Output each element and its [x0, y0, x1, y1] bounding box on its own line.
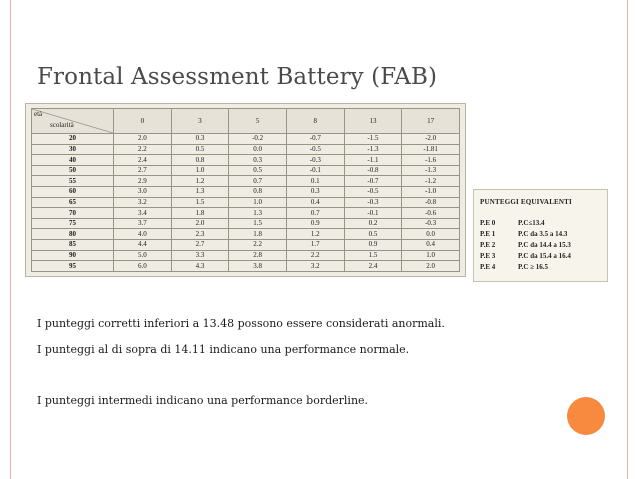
correction-value-cell: 0.3: [286, 187, 344, 198]
correction-value-cell: 1.8: [229, 229, 287, 240]
correction-value-cell: 3.0: [114, 187, 172, 198]
equivalent-score-row: [480, 229, 604, 240]
correction-value-cell: 0.5: [344, 229, 402, 240]
table-row: [32, 208, 460, 219]
correction-value-cell: 1.3: [171, 187, 229, 198]
correction-value-cell: -0.8: [402, 197, 460, 208]
correction-value-cell: 3.8: [229, 261, 287, 272]
table-row: [32, 250, 460, 261]
age-cell: 65: [32, 197, 114, 208]
age-cell: 85: [32, 240, 114, 251]
equivalent-score-code: P.E 1: [480, 230, 496, 238]
equivalent-score-row: [480, 240, 604, 251]
slide-title: Frontal Assessment Battery (FAB): [37, 64, 438, 90]
correction-value-cell: -0.5: [344, 187, 402, 198]
age-cell: 40: [32, 155, 114, 166]
correction-value-cell: 1.0: [229, 197, 287, 208]
correction-value-cell: -1.3: [402, 165, 460, 176]
fab-correction-table-image: [25, 103, 466, 277]
table-corner-cell: [32, 109, 114, 134]
correction-value-cell: 2.7: [171, 240, 229, 251]
correction-value-cell: 0.5: [171, 144, 229, 155]
correction-value-cell: -1.5: [344, 134, 402, 145]
equivalent-score-code: P.E 2: [480, 241, 496, 249]
equivalent-score-range: P.C da 14.4 a 15.3: [518, 241, 571, 249]
column-header: 0: [114, 109, 172, 134]
table-header-row: [32, 109, 460, 134]
table-row: [32, 187, 460, 198]
correction-value-cell: -0.2: [229, 134, 287, 145]
column-header: 17: [402, 109, 460, 134]
note-abnormal: I punteggi corretti inferiori a 13.48 possono essere considerati anormali.: [37, 317, 445, 330]
corner-label-schooling: scolarità: [50, 121, 74, 129]
correction-value-cell: 4.3: [171, 261, 229, 272]
correction-value-cell: 3.3: [171, 250, 229, 261]
correction-value-cell: 1.8: [171, 208, 229, 219]
correction-value-cell: 2.0: [171, 218, 229, 229]
age-cell: 70: [32, 208, 114, 219]
column-header: 3: [171, 109, 229, 134]
correction-value-cell: -1.1: [344, 155, 402, 166]
note-normal: I punteggi al di sopra di 14.11 indicano una performance normale.: [37, 343, 410, 356]
age-cell: 55: [32, 176, 114, 187]
correction-value-cell: 4.0: [114, 229, 172, 240]
correction-value-cell: -2.0: [402, 134, 460, 145]
equivalent-score-range: P.C ≥ 16.5: [518, 263, 549, 271]
correction-value-cell: 0.3: [229, 155, 287, 166]
correction-value-cell: -0.7: [344, 176, 402, 187]
correction-value-cell: 1.0: [171, 165, 229, 176]
correction-value-cell: 4.4: [114, 240, 172, 251]
correction-value-cell: -0.5: [286, 144, 344, 155]
correction-value-cell: 0.9: [286, 218, 344, 229]
table-row: [32, 176, 460, 187]
correction-value-cell: -0.3: [344, 197, 402, 208]
correction-value-cell: -1.6: [402, 155, 460, 166]
correction-value-cell: 0.4: [402, 240, 460, 251]
table-row: [32, 240, 460, 251]
equivalent-scores-box: [473, 189, 608, 282]
correction-value-cell: 1.7: [286, 240, 344, 251]
correction-value-cell: -0.1: [344, 208, 402, 219]
correction-value-cell: 0.0: [229, 144, 287, 155]
column-header: 13: [344, 109, 402, 134]
correction-value-cell: 2.4: [114, 155, 172, 166]
age-cell: 50: [32, 165, 114, 176]
correction-value-cell: -0.1: [286, 165, 344, 176]
correction-value-cell: 0.2: [344, 218, 402, 229]
correction-value-cell: 1.2: [286, 229, 344, 240]
correction-value-cell: 2.2: [286, 250, 344, 261]
table-row: [32, 144, 460, 155]
equivalent-scores-list: [480, 218, 604, 273]
note-borderline: I punteggi intermedi indicano una performance borderline.: [37, 394, 369, 407]
correction-value-cell: -0.3: [286, 155, 344, 166]
correction-value-cell: 0.7: [229, 176, 287, 187]
correction-value-cell: 5.0: [114, 250, 172, 261]
table-row: [32, 229, 460, 240]
corner-label-age: età: [34, 110, 43, 118]
age-cell: 20: [32, 134, 114, 145]
correction-value-cell: 1.5: [229, 218, 287, 229]
correction-value-cell: 3.2: [114, 197, 172, 208]
equivalent-score-code: P.E 0: [480, 219, 496, 227]
correction-value-cell: 2.9: [114, 176, 172, 187]
correction-value-cell: 2.0: [402, 261, 460, 272]
age-cell: 80: [32, 229, 114, 240]
column-header: 8: [286, 109, 344, 134]
age-cell: 30: [32, 144, 114, 155]
correction-value-cell: 1.5: [344, 250, 402, 261]
correction-value-cell: 3.2: [286, 261, 344, 272]
correction-value-cell: -1.2: [402, 176, 460, 187]
table-row: [32, 165, 460, 176]
correction-value-cell: 0.3: [171, 134, 229, 145]
table-row: [32, 218, 460, 229]
column-header: 5: [229, 109, 287, 134]
equivalent-scores-title: PUNTEGGI EQUIVALENTI: [480, 198, 572, 206]
correction-value-cell: 2.2: [114, 144, 172, 155]
correction-value-cell: 0.1: [286, 176, 344, 187]
equivalent-score-code: P.E 4: [480, 263, 496, 271]
equivalent-score-row: [480, 218, 604, 229]
age-cell: 60: [32, 187, 114, 198]
table-row: [32, 155, 460, 166]
correction-value-cell: 0.0: [402, 229, 460, 240]
correction-value-cell: 2.2: [229, 240, 287, 251]
correction-value-cell: 0.4: [286, 197, 344, 208]
correction-value-cell: 0.9: [344, 240, 402, 251]
correction-value-cell: 2.8: [229, 250, 287, 261]
correction-value-cell: 2.4: [344, 261, 402, 272]
correction-value-cell: -0.3: [402, 218, 460, 229]
correction-value-cell: 3.7: [114, 218, 172, 229]
correction-value-cell: 1.0: [402, 250, 460, 261]
correction-value-cell: 1.3: [229, 208, 287, 219]
correction-value-cell: 0.8: [229, 187, 287, 198]
correction-value-cell: 2.0: [114, 134, 172, 145]
age-cell: 75: [32, 218, 114, 229]
age-cell: 95: [32, 261, 114, 272]
table-row: [32, 261, 460, 272]
fab-correction-table: [31, 108, 460, 272]
decorative-circle: [567, 397, 605, 435]
table-row: [32, 197, 460, 208]
correction-value-cell: -1.0: [402, 187, 460, 198]
correction-value-cell: 1.2: [171, 176, 229, 187]
correction-value-cell: 1.5: [171, 197, 229, 208]
correction-value-cell: 2.7: [114, 165, 172, 176]
correction-value-cell: -0.6: [402, 208, 460, 219]
equivalent-score-range: P.C≤13.4: [518, 219, 545, 227]
correction-value-cell: 0.8: [171, 155, 229, 166]
slide-frame-left: [10, 0, 11, 479]
equivalent-score-range: P.C da 3.5 a 14.3: [518, 230, 568, 238]
equivalent-score-row: [480, 251, 604, 262]
correction-value-cell: 6.0: [114, 261, 172, 272]
slide-frame-right: [627, 0, 628, 479]
correction-value-cell: 0.5: [229, 165, 287, 176]
equivalent-score-code: P.E 3: [480, 252, 496, 260]
equivalent-score-row: [480, 262, 604, 273]
correction-value-cell: 2.3: [171, 229, 229, 240]
correction-value-cell: -1.81: [402, 144, 460, 155]
equivalent-score-range: P.C da 15.4 a 16.4: [518, 252, 571, 260]
correction-value-cell: 3.4: [114, 208, 172, 219]
correction-value-cell: 0.7: [286, 208, 344, 219]
table-body: [32, 134, 460, 272]
correction-value-cell: -1.3: [344, 144, 402, 155]
age-cell: 90: [32, 250, 114, 261]
table-row: [32, 134, 460, 145]
correction-value-cell: -0.7: [286, 134, 344, 145]
correction-value-cell: -0.8: [344, 165, 402, 176]
